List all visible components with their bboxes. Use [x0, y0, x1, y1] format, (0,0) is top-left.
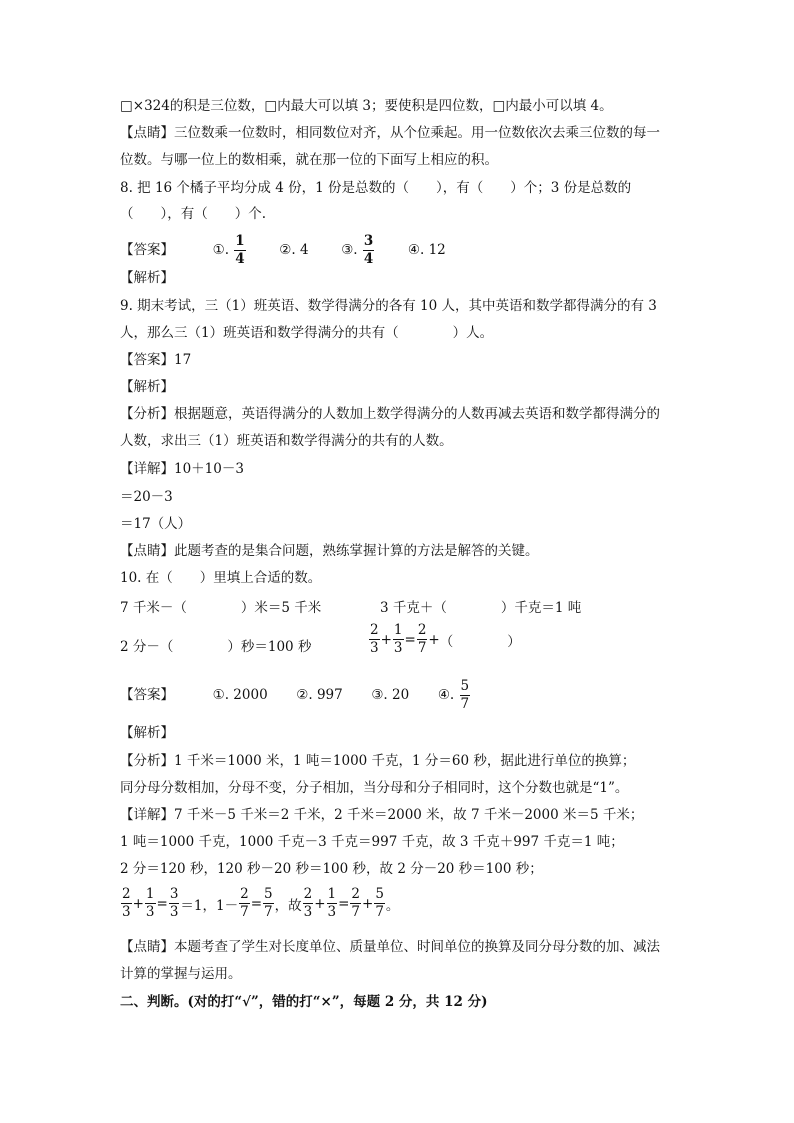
answer-8-fraction-1: $\frac{1}{4}$	[235, 233, 245, 267]
fraction: $\frac{5}{7}$	[264, 886, 273, 920]
detail-10-c: 2 分＝120 秒，120 秒－20 秒＝100 秒，故 2 分－20 秒＝100 秒；	[120, 861, 543, 877]
detail-10-d: $\frac{2}{3}$ + $\frac{1}{3}$ = $\frac{3}{3}$ ＝1，1－ $\frac{2}{7}$ = $\frac{5}{7}$ ，故 $\frac{2}{3}$ + $\frac{1}{3}$ = $\frac{2}{7}$ + $\frac{5}{7}$ 。	[122, 886, 400, 920]
question-10-item-3: 2 分－（ ）秒＝100 秒	[120, 639, 312, 655]
answer-10-row: 【答案】 ①. 2000 ②. 997 ③. 20 ④. $\frac{5}{7}$	[120, 678, 470, 712]
fraction: $\frac{2}{7}$	[417, 622, 427, 656]
fraction: $\frac{2}{3}$	[303, 886, 313, 920]
detail-9: 【详解】10＋10－3	[120, 461, 244, 477]
fraction: $\frac{1}{3}$	[145, 886, 155, 920]
fraction: $\frac{2}{3}$	[122, 886, 131, 920]
question-10-item-1: 7 千米－（ ）米＝5 千米	[120, 600, 322, 616]
detail-9-step-1: ＝20－3	[120, 489, 173, 505]
question-9-a: 9. 期末考试，三（1）班英语、数学得满分的各有 10 人，其中英语和数学都得满分的有 3	[120, 298, 657, 314]
answer-label: 【答案】	[120, 242, 174, 258]
section-2-heading: 二、判断。(对的打“√”，错的打“×”，每题 2 分，共 12 分)	[120, 994, 488, 1010]
detail-9-step-2: ＝17（人）	[120, 516, 192, 532]
point-q7-b: 位数。与哪一位上的数相乘，就在那一位的下面写上相应的积。	[120, 152, 498, 168]
answer-label: 【答案】	[120, 687, 174, 703]
question-9-b: 人，那么三（1）班英语和数学得满分的共有（ ）人。	[120, 325, 494, 341]
analysis-10-a: 【分析】1 千米＝1000 米，1 吨＝1000 千克，1 分＝60 秒，据此进行单位的换算；	[120, 753, 636, 769]
answer-8-fraction-3: $\frac{3}{4}$	[363, 233, 374, 267]
fraction: $\frac{3}{3}$	[169, 886, 179, 920]
fraction: $\frac{2}{7}$	[240, 886, 249, 920]
analysis-9-a: 【分析】根据题意，英语得满分的人数加上数学得满分的人数再减去英语和数学都得满分的	[120, 406, 660, 422]
fraction: $\frac{2}{7}$	[351, 886, 360, 920]
analysis-10-b: 同分母分数相加，分母不变，分子相加，当分母和分子相同时，这个分数也就是“1”。	[120, 780, 629, 796]
analysis-10-label: 【解析】	[120, 725, 174, 741]
point-10-b: 计算的掌握与运用。	[120, 966, 242, 982]
question-10: 10. 在（ ）里填上合适的数。	[120, 570, 322, 586]
detail-10-b: 1 吨＝1000 千克，1000 千克－3 千克＝997 千克，故 3 千克＋997 千克＝1 吨；	[120, 834, 624, 850]
detail-10-a: 【详解】7 千米－5 千米＝2 千米，2 千米＝2000 米，故 7 千米－2000 米＝5 千米；	[120, 807, 644, 823]
line-q7-tail: □×324的积是三位数，□内最大可以填 3；要使积是四位数，□内最小可以填 4。	[120, 98, 613, 114]
question-10-item-2: 3 千克＋（ ）千克＝1 吨	[380, 600, 582, 616]
question-8-a: 8. 把 16 个橘子平均分成 4 份，1 份是总数的（ ），有（ ）个；3 份是总数的	[120, 180, 632, 196]
question-8-b: （ ），有（ ）个.	[120, 206, 267, 222]
answer-8-row: 【答案】 ①. $\frac{1}{4}$ ②. 4 ③. $\frac{3}{4}$ ④. 12	[120, 233, 446, 267]
analysis-9-b: 人数，求出三（1）班英语和数学得满分的共有的人数。	[120, 433, 453, 449]
analysis-9-label: 【解析】	[120, 379, 174, 395]
analysis-8-label: 【解析】	[120, 270, 174, 286]
fraction: $\frac{1}{3}$	[393, 622, 403, 656]
fraction: $\frac{5}{7}$	[375, 886, 384, 920]
point-10-a: 【点睛】本题考查了学生对长度单位、质量单位、时间单位的换算及同分母分数的加、减法	[120, 939, 660, 955]
point-q7-a: 【点睛】三位数乘一位数时，相同数位对齐，从个位乘起。用一位数依次去乘三位数的每一	[120, 125, 660, 141]
answer-9: 【答案】17	[120, 352, 192, 368]
question-10-item-4: $\frac{2}{3}$ + $\frac{1}{3}$ = $\frac{2}{7}$ +（ ）	[370, 622, 521, 656]
answer-10-fraction-4: $\frac{5}{7}$	[460, 678, 470, 712]
fraction: $\frac{2}{3}$	[370, 622, 379, 656]
fraction: $\frac{1}{3}$	[327, 886, 337, 920]
point-9: 【点睛】此题考查的是集合问题，熟练掌握计算的方法是解答的关键。	[120, 543, 539, 559]
